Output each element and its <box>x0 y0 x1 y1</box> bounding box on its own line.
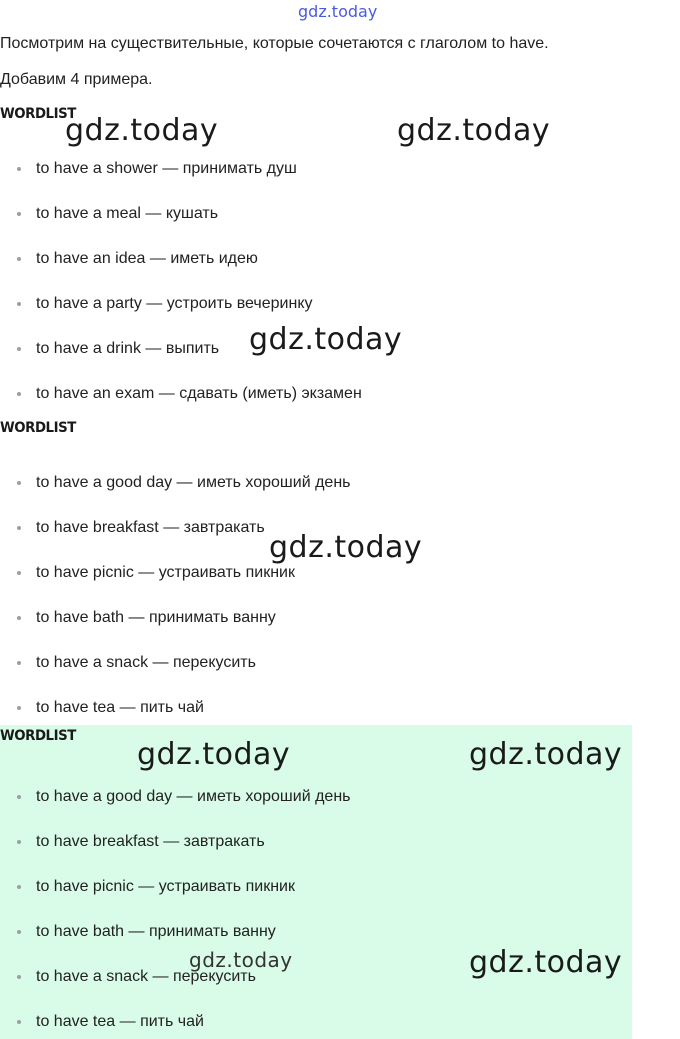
watermark-text: gdz.today <box>189 948 293 972</box>
bullet-icon <box>17 795 21 799</box>
bullet-icon <box>17 526 21 530</box>
list-item-text: to have picnic — устраивать пикник <box>36 878 295 895</box>
wordlist-section-3-highlighted <box>0 725 632 1039</box>
bullet-icon <box>17 167 21 171</box>
bullet-icon <box>17 1020 21 1024</box>
watermark-text: gdz.today <box>137 737 291 772</box>
list-item-text: to have a good day — иметь хороший день <box>36 788 351 805</box>
intro-subparagraph: Добавим 4 примера. <box>0 71 153 88</box>
bullet-icon <box>17 885 21 889</box>
list-item-text: to have tea — пить чай <box>36 1013 204 1030</box>
list-item-text: to have an exam — сдавать (иметь) экзамен <box>36 385 362 402</box>
bullet-icon <box>17 975 21 979</box>
bullet-icon <box>17 616 21 620</box>
list-item-text: to have breakfast — завтракать <box>36 519 265 536</box>
list-item-text: to have bath — принимать ванну <box>36 609 276 626</box>
wordlist-title: WORDLIST <box>0 728 76 744</box>
wordlist-section-2 <box>0 417 632 725</box>
list-item-text: to have a meal — кушать <box>36 205 219 222</box>
intro-paragraph: Посмотрим на существительные, которые сочетаются с глаголом to have. <box>0 35 549 52</box>
bullet-icon <box>17 571 21 575</box>
bullet-icon <box>17 212 21 216</box>
watermark-text: gdz.today <box>397 113 551 148</box>
bullet-icon <box>17 840 21 844</box>
list-item-text: to have bath — принимать ванну <box>36 923 276 940</box>
bullet-icon <box>17 302 21 306</box>
bullet-icon <box>17 347 21 351</box>
list-item-text: to have breakfast — завтракать <box>36 833 265 850</box>
list-item-text: to have a good day — иметь хороший день <box>36 474 351 491</box>
bullet-icon <box>17 392 21 396</box>
watermark-text: gdz.today <box>469 945 623 980</box>
list-item-text: to have a drink — выпить <box>36 340 220 357</box>
bullet-icon <box>17 706 21 710</box>
watermark-text: gdz.today <box>249 322 403 357</box>
list-item-text: to have a snack — перекусить <box>36 654 256 671</box>
bullet-icon <box>17 257 21 261</box>
bullet-icon <box>17 661 21 665</box>
list-item-text: to have a party — устроить вечеринку <box>36 295 313 312</box>
list-item-text: to have a shower — принимать душ <box>36 160 297 177</box>
wordlist-title: WORDLIST <box>0 106 76 122</box>
wordlist-section-1 <box>0 103 632 418</box>
list-item-text: to have picnic — устраивать пикник <box>36 564 295 581</box>
header-watermark: gdz.today <box>298 2 378 21</box>
bullet-icon <box>17 481 21 485</box>
watermark-text: gdz.today <box>469 737 623 772</box>
list-item-text: to have tea — пить чай <box>36 699 204 716</box>
watermark-text: gdz.today <box>269 530 423 565</box>
bullet-icon <box>17 930 21 934</box>
list-item-text: to have a snack — перекусить <box>36 968 256 985</box>
watermark-text: gdz.today <box>65 113 219 148</box>
list-item-text: to have an idea — иметь идею <box>36 250 258 267</box>
wordlist-title: WORDLIST <box>0 420 76 436</box>
